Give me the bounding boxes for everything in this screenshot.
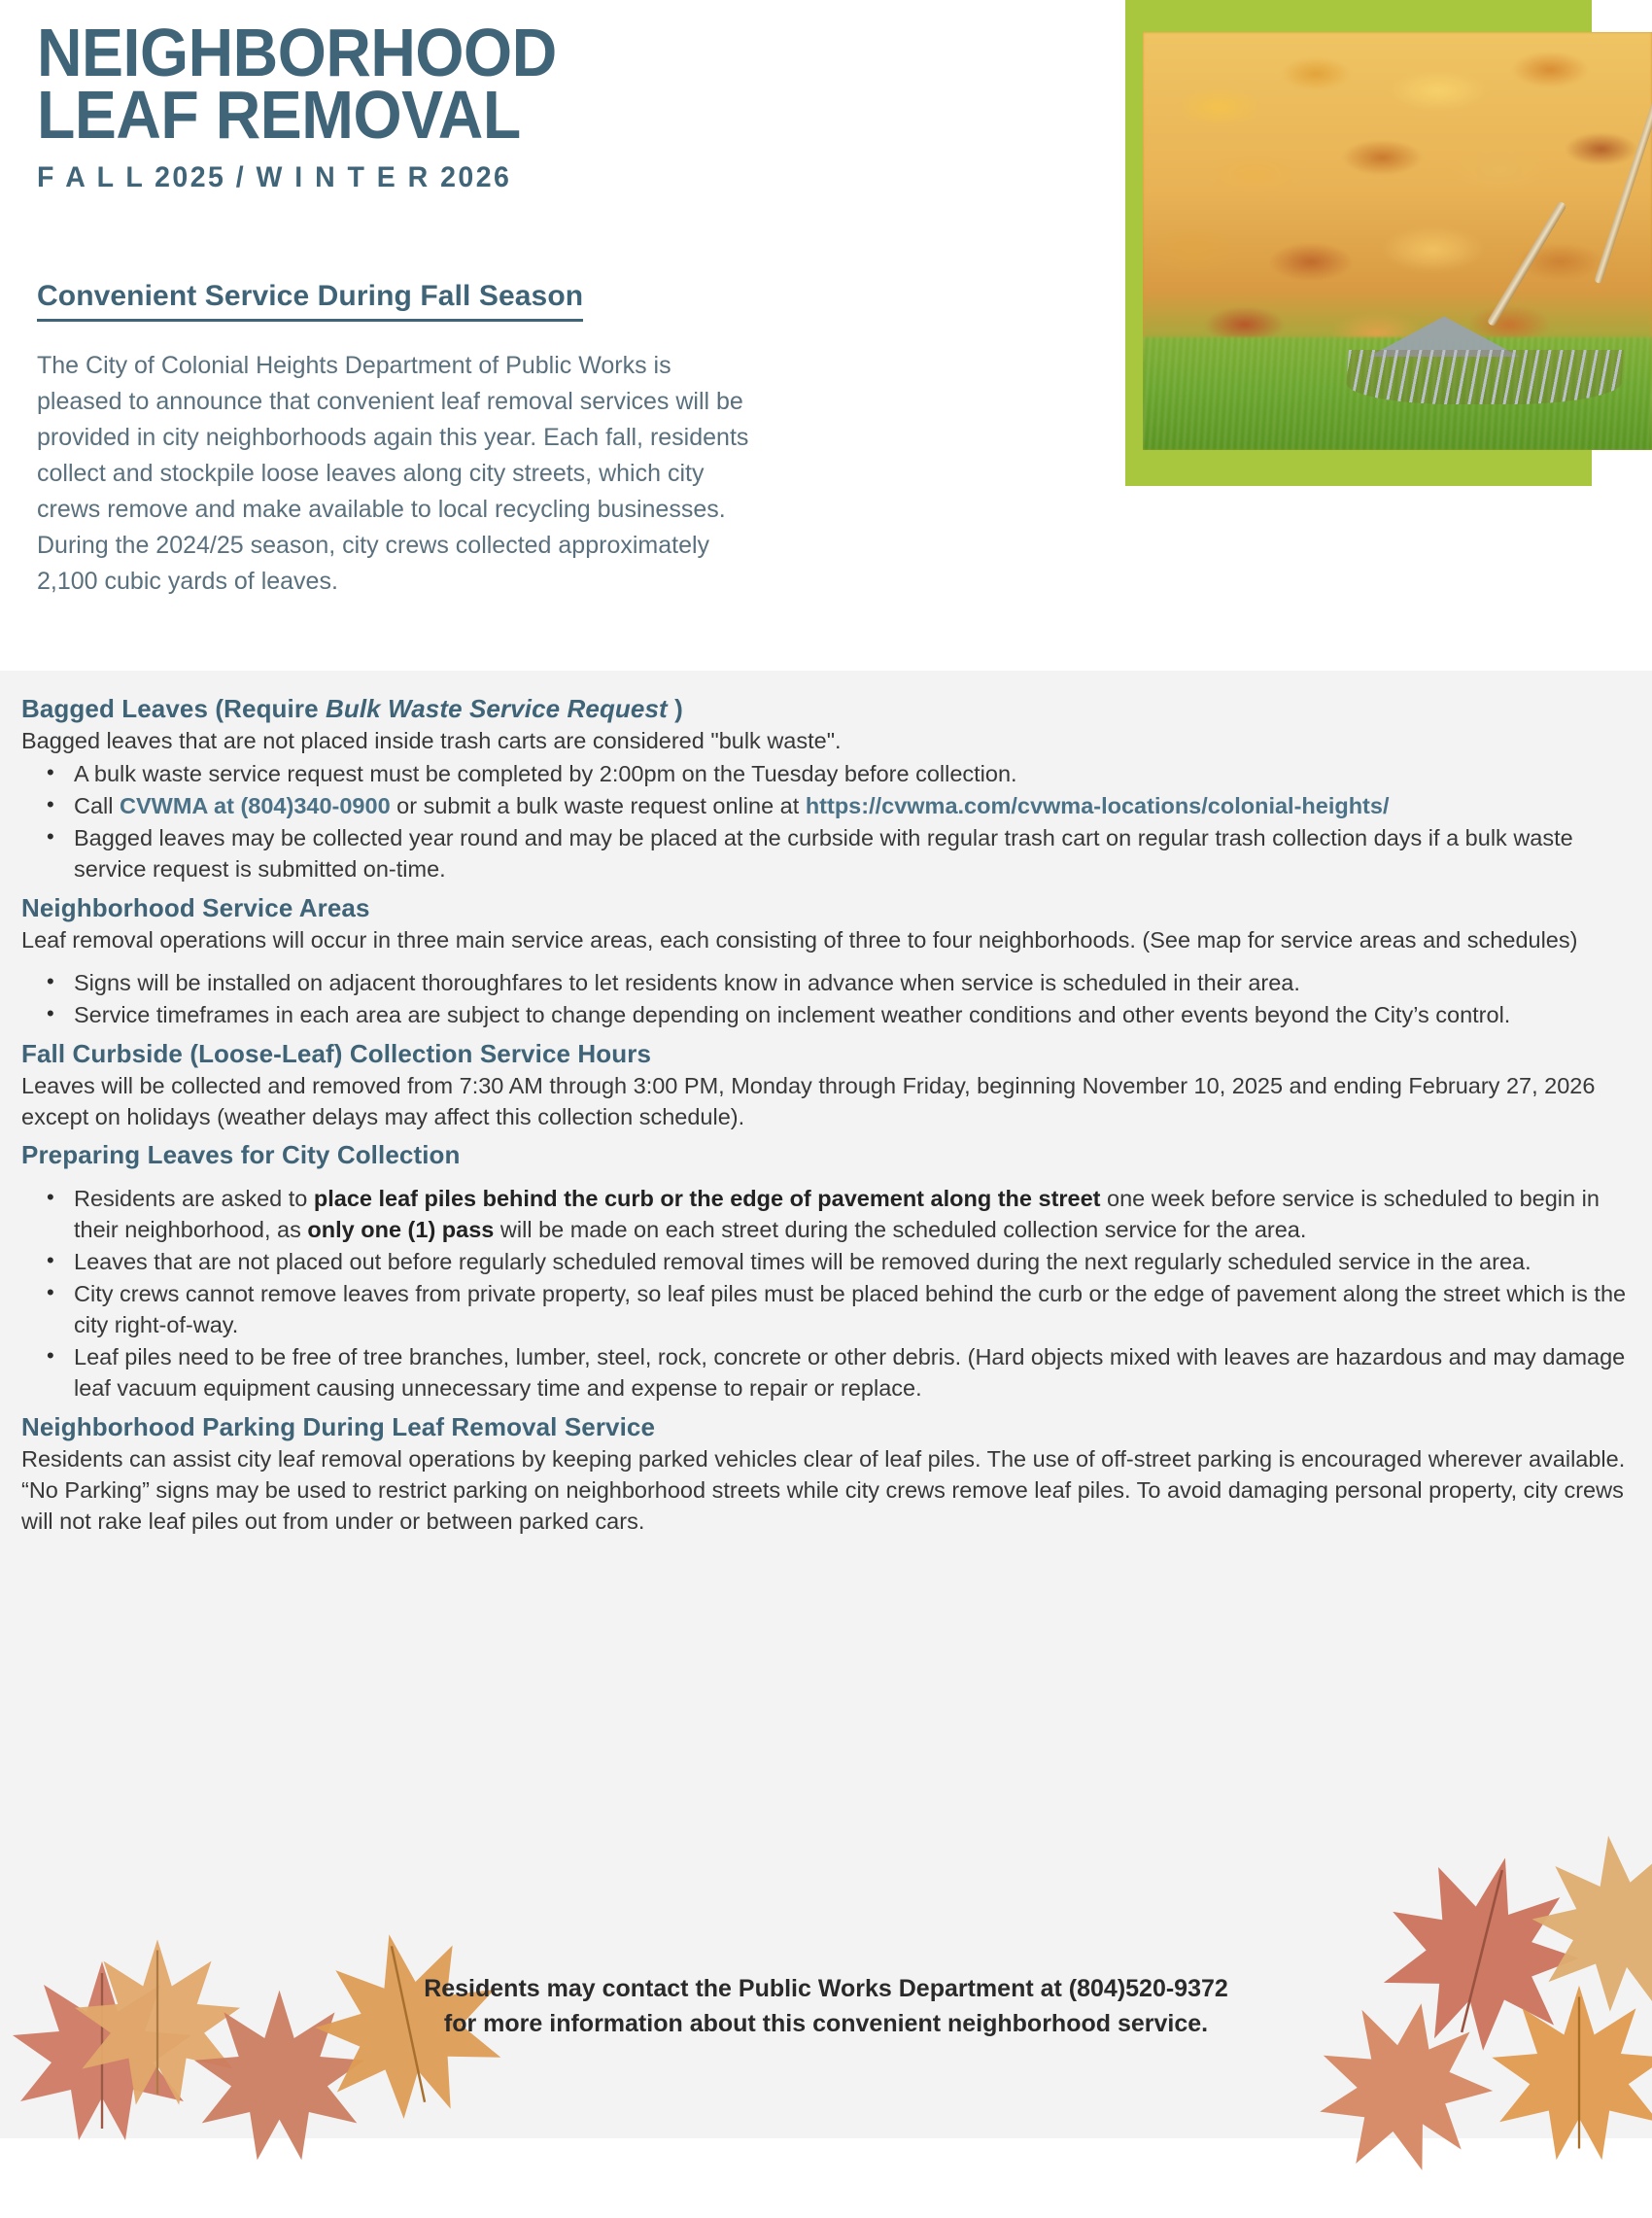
list-item: • A bulk waste service request must be completed by 2:00pm on the Tuesday before collection. (72, 758, 1631, 789)
bulk-request-text: or submit a bulk waste request online at (390, 793, 806, 818)
bagged-leaves-intro: Bagged leaves that are not placed inside trash carts are considered "bulk waste". (21, 728, 842, 753)
bagged-heading-pre: Bagged Leaves (Require (21, 694, 326, 723)
leaf-pile-photo (1143, 32, 1652, 450)
header-section (0, 0, 1652, 671)
preparing-leaves-heading: Preparing Leaves for City Collection (21, 1140, 461, 1169)
rake-tines (1345, 350, 1624, 404)
footer-contact (0, 1971, 1652, 2041)
prep-emphasis-2: only one (1) pass (307, 1217, 495, 1242)
intro-heading: Convenient Service During Fall Season (37, 280, 583, 322)
bagged-heading-emphasis: Bulk Waste Service Request (325, 694, 668, 723)
call-text: Call (74, 793, 120, 818)
list-item: • Leaf piles need to be free of tree branches, lumber, steel, rock, concrete or other debris. (Hard objects mixed with leaves are hazardous and may damage leaf vacuum equipment causing unnecessary time and expense to repair or replace. (72, 1341, 1631, 1404)
footer-line-1: Residents may contact the Public Works Department at (804)520-9372 (424, 1975, 1228, 2002)
list-item: • Leaves that are not placed out before regularly scheduled removal times will be removed during the next regularly scheduled service in the area. (72, 1246, 1631, 1277)
cvwma-phone-link[interactable]: CVWMA at (804)340-0900 (120, 793, 391, 818)
list-item: • Service timeframes in each area are subject to change depending on inclement weather conditions and other events beyond the City’s control. (72, 999, 1631, 1030)
list-item (72, 790, 1631, 821)
service-areas-list (21, 967, 1631, 1030)
body-content (21, 692, 1631, 1537)
title-subtitle: F A L L 2025 / W I N T E R 2026 (37, 161, 512, 193)
page-title (37, 15, 1086, 194)
bagged-leaves-list (21, 758, 1631, 884)
list-item: • City crews cannot remove leaves from private property, so leaf piles must be placed behind the curb or the edge of pavement along the street which is the city right-of-way. (72, 1278, 1631, 1340)
list-item: • Signs will be installed on adjacent thoroughfares to let residents know in advance when service is scheduled in their area. (72, 967, 1631, 998)
prep-text-post: will be made on each street during the scheduled collection service for the area. (494, 1217, 1307, 1242)
prep-text-pre: Residents are asked to (74, 1186, 314, 1211)
bagged-leaves-heading (21, 692, 1631, 725)
title-line-2: LEAF REMOVAL (37, 77, 521, 153)
service-hours-heading: Fall Curbside (Loose-Leaf) Collection Service Hours (21, 1039, 652, 1068)
cvwma-url-link[interactable]: https://cvwma.com/cvwma-locations/colonial-heights/ (805, 793, 1390, 818)
bagged-heading-post: ) (667, 694, 683, 723)
intro-paragraph: The City of Colonial Heights Department of Public Works is pleased to announce that convenient leaf removal services will be provided in city neighborhoods again this year. Each fall, residents collect and stockpile loose leaves along city streets, which city crews remove and make available to local recycling businesses. During the 2024/25 season, city crews collected approximately 2,100 cubic yards of leaves. (37, 352, 749, 595)
service-hours-paragraph: Leaves will be collected and removed from 7:30 AM through 3:00 PM, Monday through Friday, beginning November 10, 2025 and ending February 27, 2026 except on holidays (weather delays may affect this collection schedule). (21, 1073, 1596, 1129)
rake-icon (1347, 316, 1622, 403)
parking-heading: Neighborhood Parking During Leaf Removal Service (21, 1412, 656, 1441)
footer-line-2: for more information about this convenient neighborhood service. (443, 2010, 1209, 2037)
list-item: • Bagged leaves may be collected year round and may be placed at the curbside with regular trash cart on regular trash collection days if a bulk waste service request is submitted on-time. (72, 822, 1631, 884)
prep-emphasis-1: place leaf piles behind the curb or the edge of pavement along the street (313, 1186, 1101, 1211)
hero-image-block (1125, 0, 1652, 486)
prep-text-mid: one week before service is scheduled to begin in their neighborhood, as (74, 1186, 1600, 1242)
preparing-leaves-list (21, 1183, 1631, 1404)
parking-paragraph: Residents can assist city leaf removal operations by keeping parked vehicles clear of leaf piles. The use of off-street parking is encouraged wherever available. “No Parking” signs may be used to restrict parking on neighborhood streets while city crews remove leaf piles. To avoid damaging personal property, city crews will not rake leaf piles out from under or between parked cars. (21, 1446, 1626, 1534)
service-areas-paragraph: Leaf removal operations will occur in three main service areas, each consisting of three to four neighborhoods. (See map for service areas and schedules) (21, 927, 1578, 953)
list-item (72, 1183, 1631, 1245)
service-areas-heading: Neighborhood Service Areas (21, 893, 370, 922)
title-line-1: NEIGHBORHOOD (37, 15, 557, 90)
